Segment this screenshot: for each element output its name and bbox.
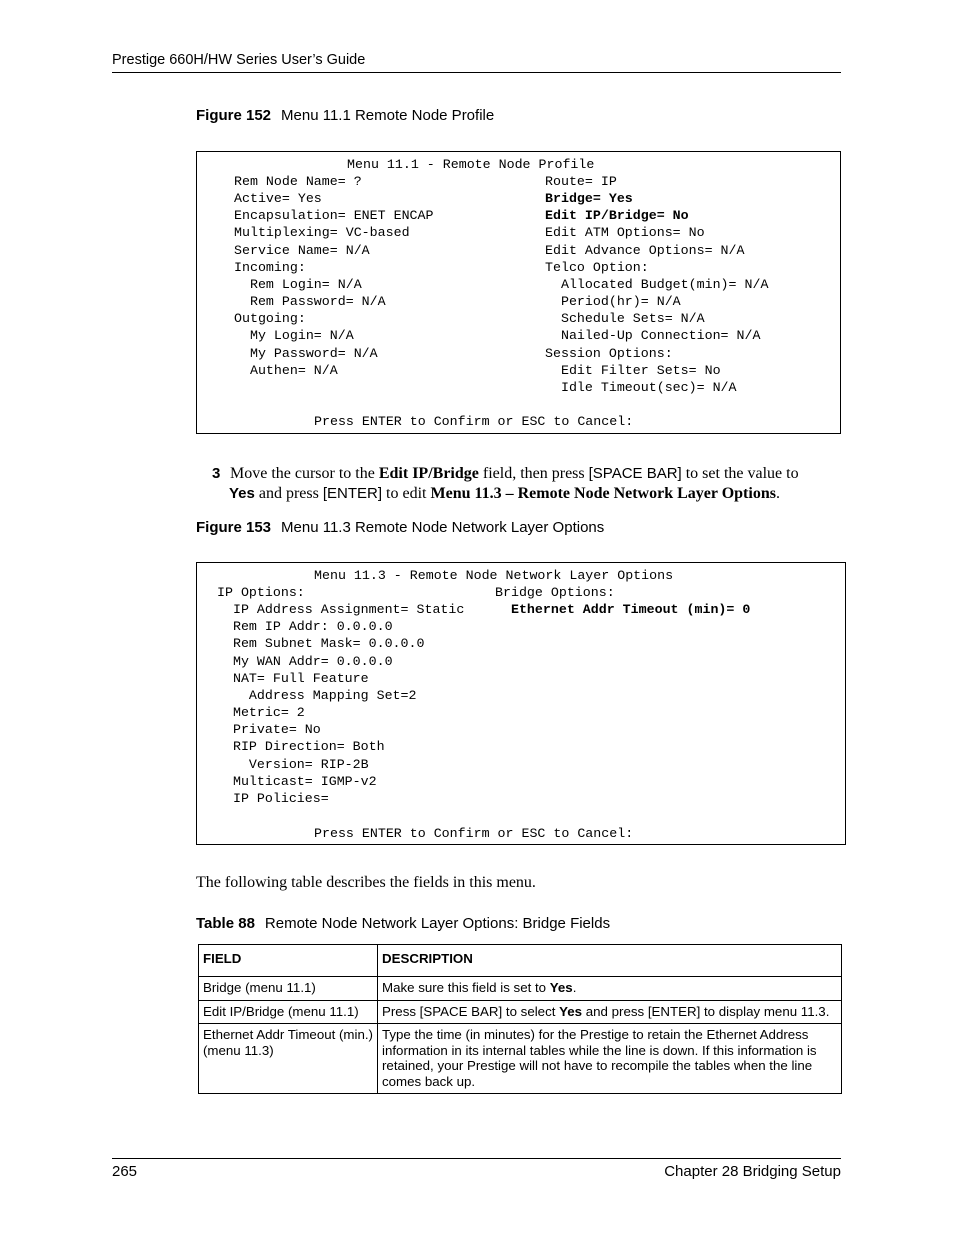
page-number: 265 — [112, 1163, 138, 1180]
figure-label: Figure 153 — [196, 519, 272, 536]
menu-line: Bridge= Yes — [545, 191, 633, 207]
table-row — [199, 1000, 842, 1024]
figure-title: Menu 11.3 Remote Node Network Layer Options — [281, 519, 605, 536]
menu-line: IP Policies= — [217, 790, 329, 806]
page-footer — [112, 1158, 841, 1180]
figure-title: Menu 11.1 Remote Node Profile — [281, 107, 495, 124]
step-text — [230, 464, 844, 504]
menu-line: Rem Password= N/A — [234, 294, 386, 310]
menu-line: Idle Timeout(sec)= N/A — [545, 379, 737, 395]
guide-title: Prestige 660H/HW Series User’s Guide — [112, 52, 366, 68]
screen-title: Menu 11.1 - Remote Node Profile — [347, 157, 595, 172]
menu-line: Allocated Budget(min)= N/A — [545, 276, 769, 292]
menu-line: NAT= Full Feature — [217, 670, 369, 686]
field-cell: Bridge (menu 11.1) — [199, 977, 378, 1001]
menu-line: Period(hr)= N/A — [545, 294, 681, 310]
space-bar-key: [SPACE BAR] — [588, 465, 682, 482]
enter-key: [ENTER] — [322, 485, 383, 502]
edit-ip-bridge-term: Edit IP/Bridge — [378, 465, 479, 482]
table-88-caption — [196, 915, 610, 932]
menu-line: Encapsulation= ENET ENCAP — [234, 208, 434, 224]
menu-line: Incoming: — [234, 259, 306, 275]
description-cell — [378, 977, 842, 1001]
intro-paragraph: The following table describes the fields in this menu. — [196, 874, 536, 891]
menu-line: Edit Filter Sets= No — [545, 362, 721, 378]
menu-line: My Password= N/A — [234, 345, 378, 361]
menu-line: Address Mapping Set=2 — [217, 687, 417, 703]
figure-label: Figure 152 — [196, 107, 272, 124]
menu-line: My Login= N/A — [234, 328, 354, 344]
description-cell — [378, 1000, 842, 1024]
menu-line: Edit ATM Options= No — [545, 225, 705, 241]
screen-title: Menu 11.3 - Remote Node Network Layer Options — [314, 568, 674, 583]
table-header-row — [199, 945, 842, 977]
menu-line: Edit IP/Bridge= No — [545, 208, 689, 224]
menu-line: Ethernet Addr Timeout (min)= 0 — [495, 602, 751, 618]
menu-line: IP Address Assignment= Static — [217, 602, 465, 618]
chapter-title: Chapter 28 Bridging Setup — [664, 1163, 841, 1180]
menu-line: Multicast= IGMP-v2 — [217, 773, 377, 789]
menu-line: Rem Login= N/A — [234, 276, 362, 292]
menu-11-3-term: Menu 11.3 – Remote Node Network Layer Options — [430, 485, 776, 502]
description-column-header: DESCRIPTION — [378, 945, 842, 977]
description-text: . — [572, 980, 577, 995]
description-cell — [378, 1024, 842, 1094]
screen-footer-prompt: Press ENTER to Confirm or ESC to Cancel: — [314, 826, 634, 841]
field-cell: Edit IP/Bridge (menu 11.1) — [199, 1000, 378, 1024]
table-row — [199, 977, 842, 1001]
menu-line: Multiplexing= VC-based — [234, 225, 410, 241]
menu-line: Rem IP Addr: 0.0.0.0 — [217, 619, 393, 635]
menu-line: Active= Yes — [234, 191, 322, 207]
menu-line: Bridge Options: — [495, 585, 615, 600]
step-text-part: to edit — [382, 485, 431, 502]
step-text-part: field, then press — [478, 465, 589, 482]
description-bold-term: Yes — [559, 1003, 583, 1019]
description-text: Press [SPACE BAR] to select — [382, 1003, 560, 1019]
menu-line: Rem Subnet Mask= 0.0.0.0 — [217, 636, 425, 652]
yes-term: Yes — [229, 485, 255, 502]
menu-line: Private= No — [217, 722, 321, 738]
field-cell: Ethernet Addr Timeout (min.) (menu 11.3) — [199, 1024, 378, 1094]
description-text: Type the time (in minutes) for the Prestige to retain the Ethernet Address information in its internal tables while the line is down. If this information is retained, your Prestige will not have to recompile the tables when the line comes back up. — [382, 1027, 817, 1089]
description-text: and press [ENTER] to display menu 11.3. — [582, 1003, 830, 1019]
figure-153-caption — [196, 519, 604, 536]
menu-11-1-screen — [196, 151, 841, 434]
step-text-part: to set the value to — [681, 465, 799, 482]
menu-line: Edit Advance Options= N/A — [545, 242, 745, 258]
screen-footer-prompt: Press ENTER to Confirm or ESC to Cancel: — [314, 414, 634, 429]
menu-line: IP Options: — [217, 585, 305, 600]
menu-line: Rem Node Name= ? — [234, 174, 362, 189]
menu-line: My WAN Addr= 0.0.0.0 — [217, 653, 393, 669]
menu-line: Service Name= N/A — [234, 242, 370, 258]
menu-line: Metric= 2 — [217, 705, 305, 721]
menu-line: Route= IP — [545, 174, 617, 189]
menu-line: Telco Option: — [545, 259, 649, 275]
menu-line: Session Options: — [545, 345, 673, 361]
page-header — [112, 52, 841, 73]
description-bold-term: Yes — [549, 980, 573, 995]
step-text-part: and press — [254, 485, 323, 502]
menu-line: Schedule Sets= N/A — [545, 311, 705, 327]
description-text: Make sure this field is set to — [382, 980, 550, 995]
menu-11-3-screen — [196, 562, 846, 845]
menu-line: Outgoing: — [234, 311, 306, 327]
table-label: Table 88 — [196, 915, 255, 932]
field-column-header: FIELD — [199, 945, 378, 977]
menu-line: Authen= N/A — [234, 362, 338, 378]
figure-152-caption — [196, 107, 494, 124]
step-number: 3 — [212, 465, 221, 482]
bridge-fields-table — [198, 944, 842, 1094]
step-text-part: Move the cursor to the — [230, 465, 379, 482]
table-row — [199, 1024, 842, 1094]
menu-line: Nailed-Up Connection= N/A — [545, 328, 761, 344]
menu-line: RIP Direction= Both — [217, 739, 385, 755]
step-text-part: . — [775, 485, 780, 502]
table-title: Remote Node Network Layer Options: Bridge Fields — [264, 915, 611, 932]
menu-line: Version= RIP-2B — [217, 756, 369, 772]
step-text-line2 — [229, 484, 844, 504]
